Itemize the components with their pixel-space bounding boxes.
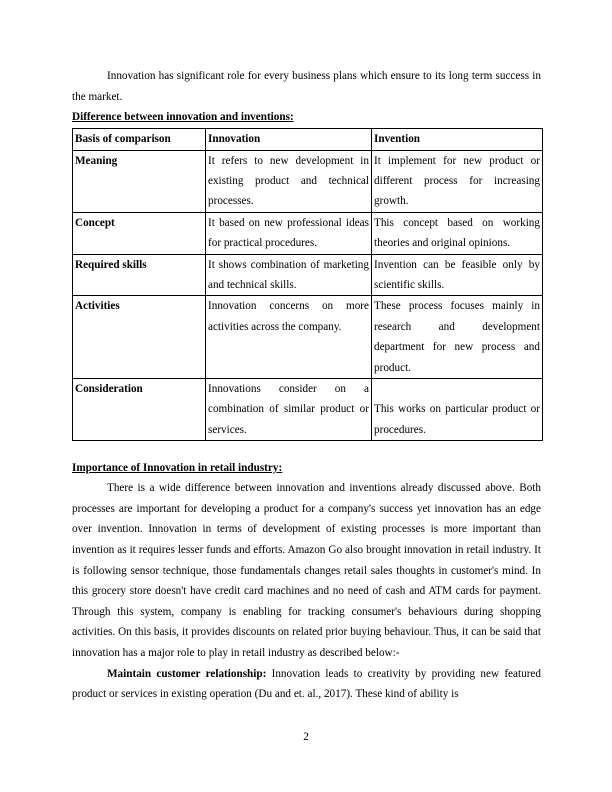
row-basis: Activities bbox=[73, 296, 206, 379]
row-invention: Invention can be feasible only by scientific skills. bbox=[372, 254, 543, 296]
header-basis: Basis of comparison bbox=[73, 129, 206, 150]
table-heading-colon: : bbox=[289, 111, 294, 124]
row-basis: Required skills bbox=[73, 254, 206, 296]
row-basis: Concept bbox=[73, 212, 206, 254]
point-paragraph bbox=[72, 664, 541, 705]
table-row bbox=[73, 379, 543, 441]
table-row bbox=[73, 212, 543, 254]
row-invention: This concept based on working theories and original opinions. bbox=[372, 212, 543, 254]
row-innovation: Innovations consider on a combination of similar product or services. bbox=[206, 379, 372, 441]
row-invention: These process focuses mainly in research and development department for new process and product. bbox=[372, 296, 543, 379]
row-innovation: Innovation concerns on more activities across the company. bbox=[206, 296, 372, 379]
header-innovation: Innovation bbox=[206, 129, 372, 150]
point-text: Innovation leads to creativity by providing new featured product or services in existing operation (Du and et. al., 2017). These kind of ability is bbox=[72, 667, 541, 701]
document-page bbox=[72, 66, 541, 705]
header-invention: Invention bbox=[372, 129, 543, 150]
table-header-row bbox=[73, 129, 543, 150]
table-row bbox=[73, 296, 543, 379]
row-invention: It implement for new product or different process for increasing growth. bbox=[372, 150, 543, 212]
page-number: 2 bbox=[303, 731, 309, 743]
table-heading-text: Difference between innovation and inventions bbox=[72, 111, 290, 124]
section-heading: Importance of Innovation in retail industry: bbox=[72, 462, 283, 475]
table-row bbox=[73, 254, 543, 296]
table-row bbox=[73, 150, 543, 212]
section-paragraph: There is a wide difference between innovation and inventions already discussed above. Both processes are important for developing a product for a company's success yet innovation has an edge over invention. Innovation in terms of development of existing processes is more important than invention as it requires lesser funds and efforts. Amazon Go also brought innovation in retail industry. It is following sensor technique, those fundamentals changes retail sales thoughts in customer's mind. In this grocery store doesn't have credit card machines and no need of cash and ATM cards for payment. Through this system, company is enabling for tracking consumer's behaviours during shopping activities. On this basis, it provides discounts on related prior buying behaviour. Thus, it can be said that innovation has a major role to play in retail industry as described below:- bbox=[72, 482, 541, 660]
row-basis: Consideration bbox=[73, 379, 206, 441]
row-innovation: It shows combination of marketing and technical skills. bbox=[206, 254, 372, 296]
row-basis: Meaning bbox=[73, 150, 206, 212]
row-innovation: It refers to new development in existing product and technical processes. bbox=[206, 150, 372, 212]
table-heading bbox=[72, 107, 541, 127]
comparison-table bbox=[72, 128, 543, 441]
point-title: Maintain customer relationship: bbox=[107, 667, 267, 680]
row-invention: This works on particular product or procedures. bbox=[372, 379, 543, 441]
intro-paragraph: Innovation has significant role for every business plans which ensure to its long term success in the market. bbox=[72, 70, 541, 103]
row-innovation: It based on new professional ideas for practical procedures. bbox=[206, 212, 372, 254]
